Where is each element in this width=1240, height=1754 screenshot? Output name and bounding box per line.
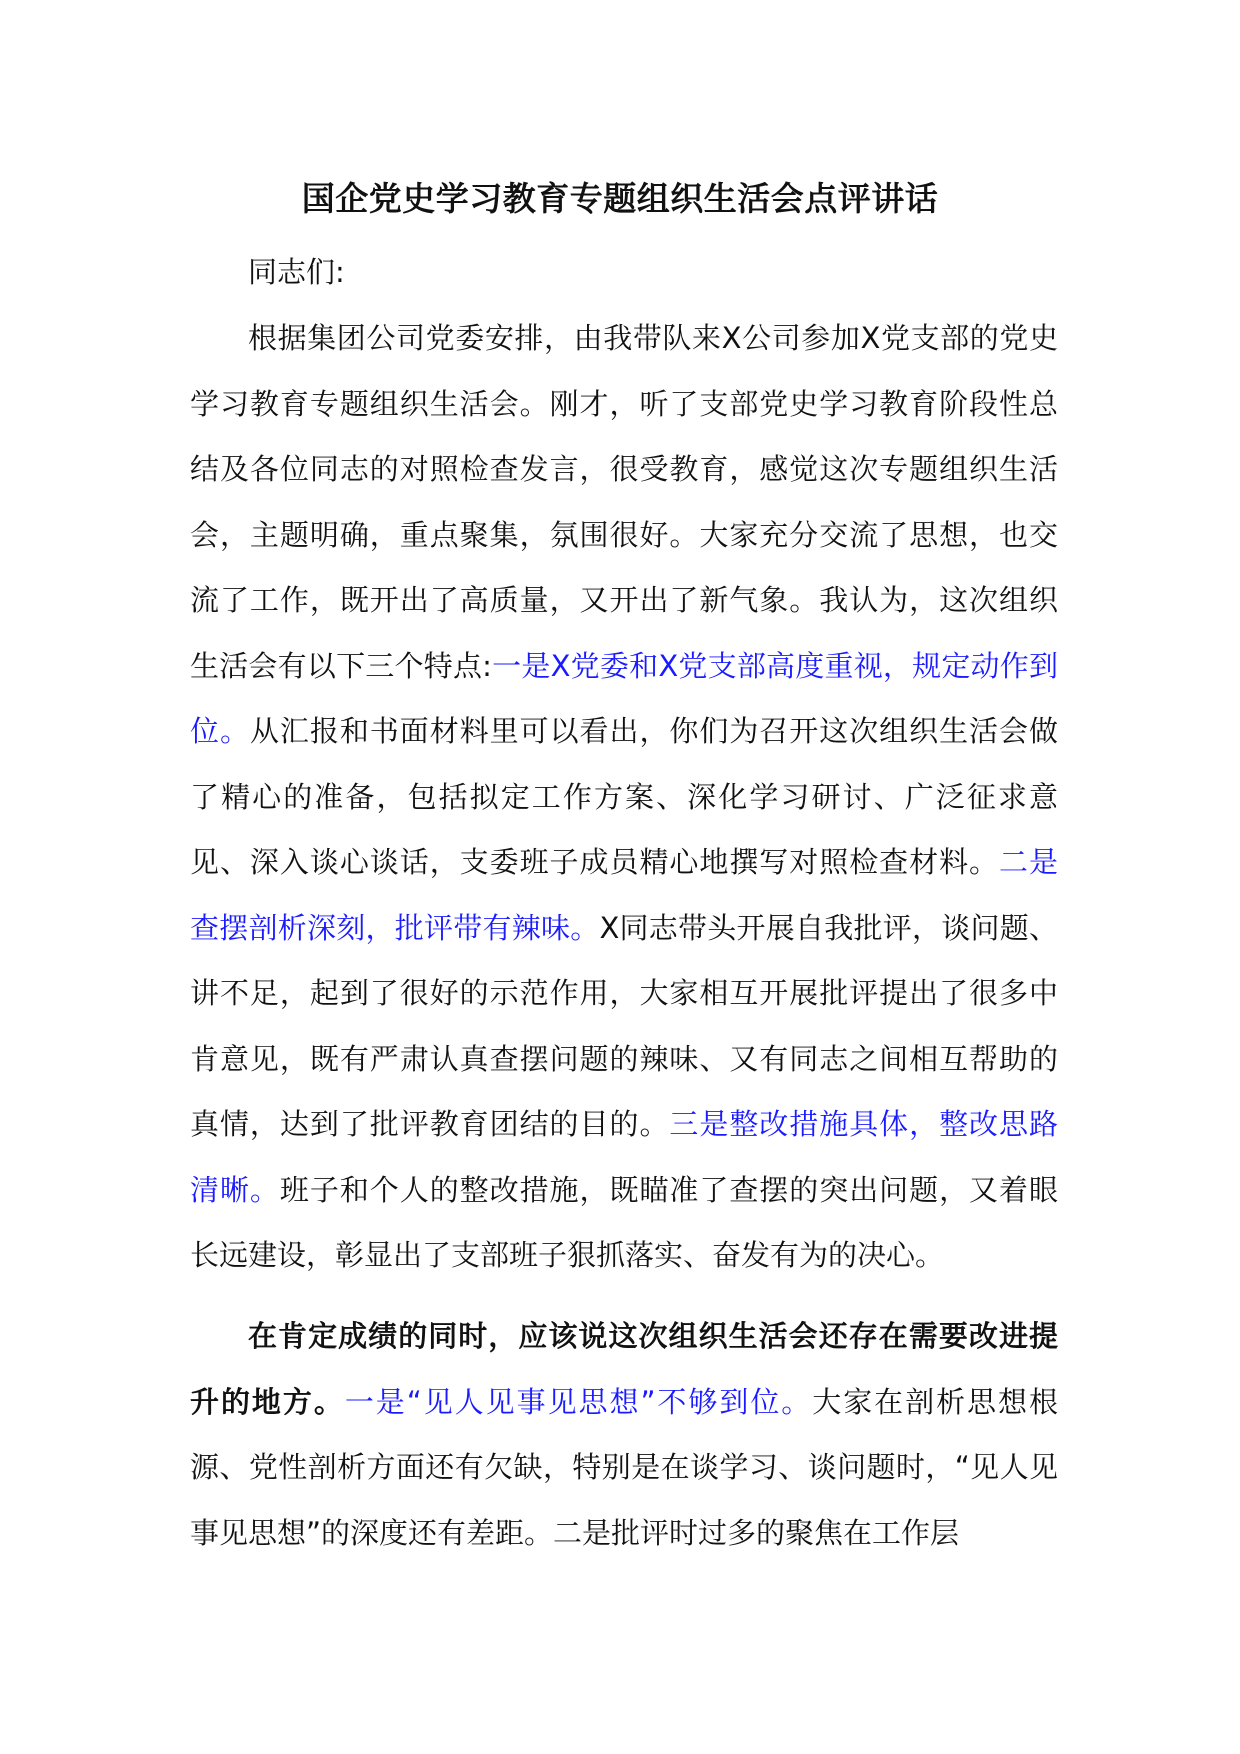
point3-heading: 三是整改措施具体，整改思路清晰。 xyxy=(190,1107,1058,1207)
improvement-lead: 在肯定成绩的同时，应该说这次组织生活会还存在需要改进提升的地方。 xyxy=(190,1319,1058,1419)
point1-text: 从汇报和书面材料里可以看出，你们为召开这次组织生活会做了精心的准备，包括拟定工作方案、深化学习研讨、广泛征求意见、深入谈心谈话，支委班子成员精心地撰写对照检查材料。 xyxy=(190,714,1058,879)
point2-text: X同志带头开展自我批评，谈问题、讲不足，起到了很好的示范作用，大家相互开展批评提出了很多中肯意见，既有严肃认真查摆问题的辣味、又有同志之间相互帮助的真情，达到了批评教育团结的目的。 xyxy=(190,910,1058,1141)
paragraph-improvements xyxy=(190,1304,1058,1566)
point3-text: 班子和个人的整改措施，既瞄准了查摆的突出问题，又着眼长远建设，彰显出了支部班子狠抓落实、奋发有为的决心。 xyxy=(190,1172,1058,1272)
document-title: 国企党史学习教育专题组织生活会点评讲话 xyxy=(301,179,939,218)
greeting: 同志们: xyxy=(248,255,345,289)
improvement-point1-text: 大家在剖析思想根源、党性剖析方面还有欠缺，特别是在谈学习、谈问题时，“见人见事见思想”的深度还有差距。二是批评时过多的聚焦在工作层 xyxy=(190,1384,1058,1550)
paragraph-intro: 根据集团公司党委安排，由我带队来X公司参加X党支部的党史学习教育专题组织生活会。刚才，听了支部党史学习教育阶段性总结及各位同志的对照检查发言，很受教育，感觉这次专题组织生活会，主题明确，重点聚集，氛围很好。大家充分交流了思想，也交流了工作，既开出了高质量，又开出了新气象。我认为，这次组织生活会有以下三个特点: xyxy=(190,321,1058,683)
paragraph-characteristics xyxy=(190,306,1058,1289)
point2-heading: 二是查摆剖析深刻，批评带有辣味。 xyxy=(190,845,1058,945)
improvement-point1-heading: 一是“见人见事见思想”不够到位。 xyxy=(344,1384,813,1419)
point1-heading: 一是X党委和X党支部高度重视，规定动作到位。 xyxy=(190,648,1058,748)
